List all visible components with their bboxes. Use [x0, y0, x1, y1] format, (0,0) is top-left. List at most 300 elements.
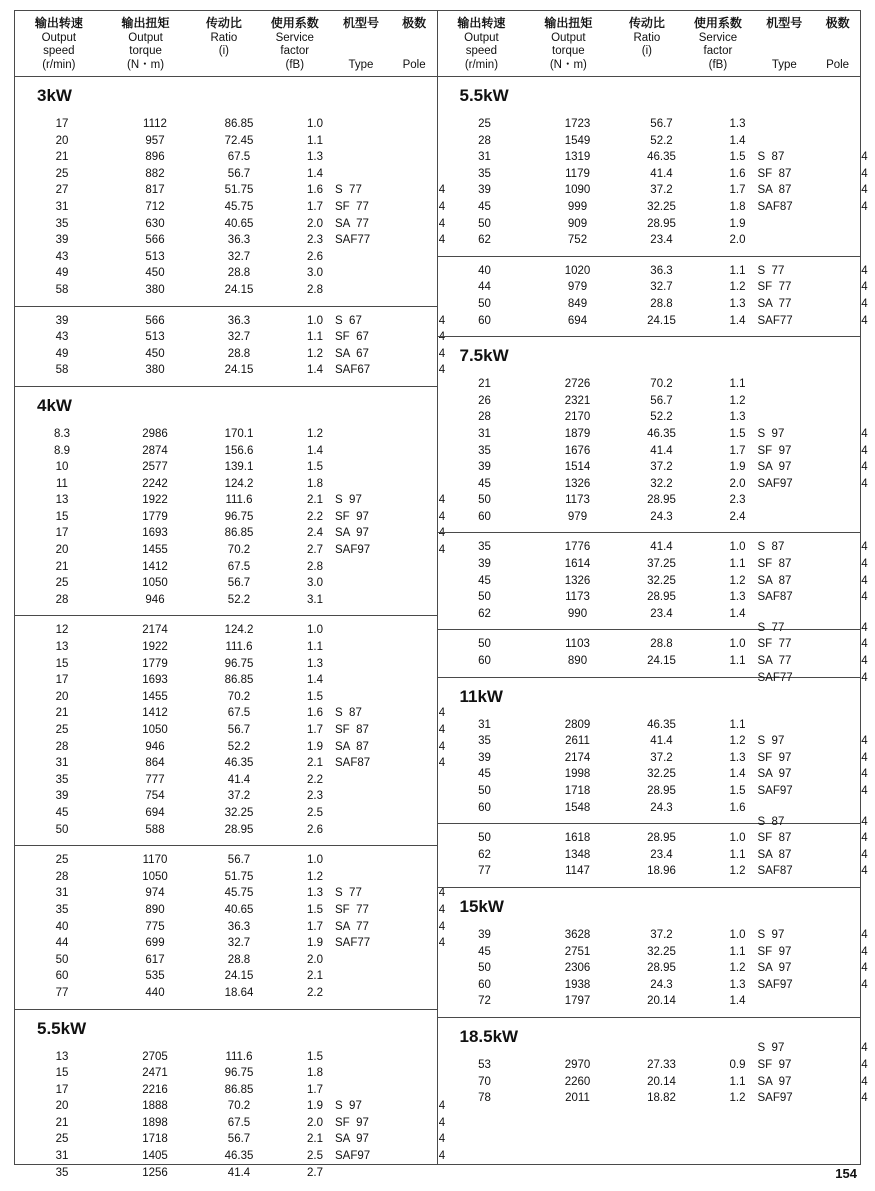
type-pole-line — [321, 902, 491, 919]
cell-2: 45.75 — [224, 200, 254, 213]
table-row — [15, 459, 437, 476]
type-pole-line — [744, 1074, 875, 1091]
cell-1: 2751 — [564, 945, 591, 958]
spec-band — [438, 621, 868, 684]
cell-1: 2306 — [564, 962, 591, 975]
table-header-left — [15, 11, 437, 77]
cell-2: 96.75 — [224, 1067, 254, 1080]
pole-value: 4 — [438, 887, 446, 900]
cell-3: 2.7 — [307, 544, 323, 557]
table-row — [438, 993, 861, 1010]
cell-1: 1326 — [564, 477, 591, 490]
pole-value: 4 — [861, 477, 868, 490]
cell-0: 28 — [55, 593, 69, 606]
cell-2: 111.6 — [225, 1050, 253, 1063]
cell-1: 1723 — [564, 118, 591, 130]
cell-2: 37.2 — [650, 751, 673, 764]
type-label: SAF97 — [335, 1150, 371, 1163]
cell-3: 1.1 — [307, 134, 323, 147]
cell-3: 2.1 — [307, 757, 323, 770]
type-label: SF 97 — [335, 510, 369, 523]
cell-0: 11 — [56, 477, 68, 490]
pole-value: 4 — [861, 962, 868, 975]
pole-value: 4 — [861, 574, 868, 587]
cell-3: 2.6 — [307, 250, 323, 263]
table-row — [15, 1082, 437, 1099]
cell-0: 45 — [55, 806, 69, 819]
type-pole-line — [744, 927, 875, 944]
header-en: Ratio — [633, 31, 661, 44]
cell-3: 1.7 — [729, 184, 746, 197]
pole-value: 4 — [861, 281, 868, 294]
header-cn: 极数 — [402, 16, 427, 30]
type-pole-line — [744, 960, 875, 977]
table-row — [15, 249, 437, 266]
header-en-spacer — [815, 32, 860, 46]
header-en: factor — [703, 45, 733, 57]
cell-2: 28.95 — [224, 823, 254, 836]
header-unit: (fB) — [708, 58, 728, 71]
table-row — [15, 575, 437, 592]
type-label: SF 97 — [757, 444, 792, 457]
spec-band — [15, 420, 446, 617]
cell-1: 2986 — [142, 427, 168, 440]
table-row — [15, 443, 437, 460]
cell-0: 21 — [55, 560, 69, 573]
cell-3: 1.1 — [729, 945, 746, 958]
cell-1: 775 — [145, 920, 165, 933]
pole-value: 4 — [438, 314, 446, 327]
cell-3: 1.1 — [729, 558, 746, 571]
cell-3: 3.0 — [307, 267, 323, 280]
cell-0: 12 — [55, 624, 69, 637]
cell-0: 45 — [478, 477, 491, 490]
type-label: SA 77 — [335, 920, 369, 933]
pole-value: 4 — [861, 1058, 868, 1071]
cell-3: 1.5 — [307, 461, 323, 474]
cell-1: 1888 — [142, 1100, 168, 1113]
cell-0: 77 — [478, 865, 491, 878]
cell-0: 8.3 — [54, 427, 70, 440]
cell-0: 31 — [478, 718, 491, 731]
table-row — [438, 116, 861, 133]
cell-3: 2.3 — [307, 790, 323, 803]
cell-0: 28 — [478, 134, 491, 147]
cell-2: 56.7 — [650, 118, 673, 130]
cell-1: 450 — [145, 267, 165, 280]
cell-1: 513 — [145, 250, 165, 263]
cell-3: 2.0 — [729, 234, 746, 247]
spec-rows — [438, 717, 868, 817]
cell-1: 777 — [145, 773, 165, 786]
cell-1: 2174 — [564, 751, 591, 764]
cell-3: 1.9 — [729, 461, 746, 474]
cell-3: 2.4 — [307, 527, 323, 540]
table-row — [438, 216, 861, 233]
cell-3: 0.9 — [729, 1058, 746, 1071]
cell-1: 566 — [145, 234, 165, 247]
spec-band — [15, 307, 446, 387]
type-label: S 77 — [335, 184, 362, 197]
cell-0: 15 — [55, 657, 69, 670]
cell-1: 754 — [145, 790, 165, 803]
cell-3: 1.3 — [307, 887, 323, 900]
type-label: SA 97 — [757, 768, 792, 781]
spec-table-page — [14, 10, 868, 1179]
cell-0: 39 — [478, 558, 491, 571]
cell-2: 28.95 — [647, 494, 676, 507]
cell-1: 2242 — [142, 477, 168, 490]
type-label: S 77 — [335, 887, 362, 900]
header-unit: (i) — [641, 45, 652, 57]
pole-value: 4 — [438, 217, 446, 230]
cell-2: 51.75 — [224, 870, 254, 883]
header-en-spacer — [392, 32, 437, 46]
cell-3: 1.4 — [307, 364, 323, 377]
header-cn: 使用系数 — [270, 16, 319, 30]
cell-1: 1718 — [564, 785, 591, 797]
type-label: SAF97 — [757, 477, 793, 490]
pole-value: 4 — [438, 527, 446, 540]
cell-2: 28.95 — [647, 217, 676, 230]
type-pole-line — [744, 733, 875, 750]
header-unit: (i) — [218, 45, 229, 57]
spec-band — [438, 370, 868, 533]
header-cell-l-5 — [392, 17, 437, 72]
cell-2: 32.25 — [647, 768, 676, 781]
spec-rows — [438, 539, 868, 622]
type-pole-line — [744, 670, 875, 687]
cell-1: 440 — [145, 986, 165, 999]
header-en: Output — [128, 31, 163, 44]
cell-3: 1.9 — [307, 937, 323, 950]
cell-2: 56.7 — [227, 1133, 251, 1146]
cell-0: 50 — [478, 638, 491, 651]
cell-2: 18.82 — [647, 1092, 676, 1105]
page-number: 154 — [835, 1166, 857, 1181]
type-pole-line — [744, 459, 875, 476]
cell-0: 25 — [55, 854, 69, 867]
right-column — [438, 11, 868, 1164]
pole-value: 4 — [861, 848, 868, 861]
cell-2: 96.75 — [224, 510, 254, 523]
cell-3: 1.2 — [307, 427, 323, 440]
cell-1: 1173 — [565, 494, 590, 507]
cell-3: 2.7 — [307, 1166, 323, 1179]
header-en-spacer — [753, 45, 815, 59]
type-label: SAF97 — [757, 1092, 793, 1105]
type-pole-line — [744, 1040, 875, 1057]
cell-1: 1256 — [142, 1166, 168, 1179]
type-label: S 67 — [335, 314, 362, 327]
table-row — [15, 559, 437, 576]
table-row — [15, 1049, 437, 1066]
cell-1: 2174 — [142, 624, 168, 637]
cell-3: 1.3 — [307, 657, 323, 670]
cell-0: 78 — [478, 1092, 491, 1105]
cell-0: 50 — [55, 823, 69, 836]
cell-2: 52.2 — [650, 134, 673, 147]
type-label: SF 77 — [335, 903, 369, 916]
spec-rows — [15, 1049, 446, 1182]
left-column — [15, 11, 446, 1179]
cell-0: 10 — [55, 461, 69, 474]
cell-0: 62 — [478, 848, 491, 861]
cell-3: 2.0 — [307, 953, 323, 966]
header-cn: 输出扭矩 — [121, 16, 170, 30]
cell-2: 41.4 — [650, 444, 673, 457]
cell-3: 1.5 — [307, 1050, 323, 1063]
cell-3: 2.2 — [307, 510, 323, 523]
cell-0: 39 — [55, 790, 69, 803]
pole-value: 4 — [861, 591, 868, 604]
cell-2: 51.75 — [224, 184, 254, 197]
cell-0: 43 — [55, 331, 69, 344]
cell-3: 1.3 — [729, 978, 746, 991]
cell-2: 24.3 — [650, 510, 673, 523]
type-pole-line — [744, 766, 875, 783]
pole-value: 4 — [438, 937, 446, 950]
type-pole-group — [744, 263, 875, 329]
type-label: SA 97 — [757, 1075, 792, 1088]
cell-0: 28 — [55, 870, 69, 883]
type-pole-group — [744, 927, 875, 993]
type-label: S 77 — [757, 264, 785, 277]
cell-2: 52.2 — [227, 593, 251, 606]
cell-2: 86.85 — [224, 1083, 254, 1096]
cell-1: 990 — [567, 607, 588, 620]
cell-0: 21 — [55, 707, 69, 720]
cell-1: 890 — [145, 903, 165, 916]
type-label: SA 87 — [757, 184, 792, 197]
cell-1: 882 — [145, 167, 165, 180]
cell-0: 53 — [478, 1058, 491, 1071]
cell-3: 1.2 — [307, 347, 323, 360]
cell-1: 849 — [567, 297, 588, 310]
header-en-spacer — [330, 32, 392, 46]
cell-1: 1050 — [142, 577, 168, 590]
cell-2: 32.7 — [227, 250, 251, 263]
type-pole-line — [321, 346, 491, 363]
cell-0: 39 — [478, 751, 491, 764]
cell-2: 70.2 — [227, 544, 251, 557]
pole-value: 4 — [438, 1150, 446, 1163]
cell-2: 67.5 — [227, 151, 251, 164]
type-label: S 97 — [757, 427, 785, 440]
pole-value: 4 — [438, 920, 446, 933]
table-row — [15, 968, 437, 985]
cell-0: 13 — [55, 1050, 69, 1063]
power-heading: 11kW — [459, 686, 503, 706]
cell-1: 566 — [145, 314, 165, 327]
type-label: SAF87 — [757, 591, 793, 604]
cell-1: 1938 — [564, 978, 591, 991]
cell-3: 1.5 — [729, 785, 746, 797]
table-row — [438, 133, 861, 150]
type-label: S 87 — [757, 815, 785, 828]
type-label: SA 77 — [757, 655, 792, 668]
cell-3: 1.4 — [729, 607, 746, 620]
cell-3: 2.5 — [307, 1150, 323, 1163]
type-pole-line — [744, 830, 875, 847]
spec-band — [438, 815, 868, 888]
type-label: SA 77 — [757, 297, 792, 310]
cell-2: 52.2 — [650, 411, 673, 424]
pole-value: 4 — [861, 735, 868, 748]
pole-value: 4 — [861, 297, 868, 310]
spec-rows — [15, 852, 446, 1001]
cell-1: 752 — [567, 234, 588, 247]
cell-1: 1326 — [564, 574, 591, 587]
header-en: speed — [465, 45, 498, 57]
type-pole-line — [744, 296, 875, 313]
pole-value: 4 — [861, 427, 868, 440]
cell-1: 1548 — [564, 801, 591, 814]
table-row — [438, 376, 861, 393]
cell-1: 1090 — [564, 184, 591, 197]
cell-3: 1.0 — [729, 928, 746, 941]
pole-value: 4 — [861, 1042, 868, 1055]
type-label: SAF77 — [757, 314, 793, 327]
table-row — [15, 689, 437, 706]
cell-0: 50 — [55, 953, 69, 966]
cell-1: 1112 — [143, 118, 167, 130]
pole-value: 4 — [861, 638, 868, 651]
cell-1: 1693 — [142, 674, 168, 687]
type-label: SA 97 — [335, 527, 369, 540]
spec-rows — [438, 263, 868, 329]
cell-2: 36.3 — [227, 234, 251, 247]
header-en: torque — [552, 45, 585, 57]
cell-1: 2321 — [564, 394, 591, 407]
cell-2: 37.2 — [650, 184, 673, 197]
pole-value: 4 — [438, 903, 446, 916]
type-label: SF 97 — [757, 1058, 792, 1071]
type-label: SF 77 — [757, 281, 792, 294]
cell-1: 999 — [567, 200, 588, 213]
cell-3: 2.8 — [307, 560, 323, 573]
cell-2: 24.15 — [224, 283, 254, 296]
type-pole-group — [744, 1040, 875, 1106]
cell-3: 1.0 — [729, 638, 746, 651]
cell-0: 44 — [55, 937, 69, 950]
pole-value: 4 — [438, 364, 446, 377]
spec-rows — [15, 116, 446, 299]
cell-3: 1.4 — [729, 768, 746, 781]
cell-0: 20 — [55, 544, 69, 557]
table-row — [438, 232, 861, 249]
cell-3: 2.2 — [307, 986, 323, 999]
pole-value: 4 — [438, 200, 446, 213]
cell-1: 2874 — [142, 444, 168, 457]
cell-3: 1.4 — [729, 995, 746, 1008]
cell-3: 1.2 — [729, 962, 746, 975]
table-row — [15, 166, 437, 183]
cell-1: 1718 — [142, 1133, 168, 1146]
cell-0: 15 — [55, 510, 69, 523]
type-label: SA 87 — [757, 574, 792, 587]
spec-band — [15, 110, 446, 307]
type-label: SAF97 — [757, 785, 793, 797]
cell-3: 1.1 — [729, 718, 746, 731]
header-en: Output — [551, 31, 586, 44]
spec-rows — [15, 426, 446, 609]
type-label: SF 87 — [757, 832, 792, 845]
cell-3: 1.2 — [729, 394, 746, 407]
cell-0: 39 — [478, 461, 491, 474]
cell-1: 1319 — [564, 151, 591, 164]
cell-1: 957 — [145, 134, 165, 147]
cell-1: 1879 — [564, 427, 591, 440]
pole-value: 4 — [861, 184, 868, 197]
cell-1: 1412 — [142, 560, 168, 573]
cell-2: 111.6 — [225, 494, 253, 507]
table-row — [15, 116, 437, 133]
cell-1: 2260 — [564, 1075, 591, 1088]
type-pole-group — [744, 426, 875, 492]
cell-0: 45 — [478, 574, 491, 587]
type-pole-line — [744, 814, 875, 831]
cell-0: 77 — [55, 986, 69, 999]
pole-value: 4 — [438, 494, 446, 507]
cell-0: 35 — [55, 1166, 69, 1179]
spec-rows — [438, 815, 868, 880]
pole-value: 4 — [438, 331, 446, 344]
cell-3: 1.5 — [729, 427, 746, 440]
type-pole-line — [744, 443, 875, 460]
cell-2: 23.4 — [650, 848, 673, 861]
cell-1: 450 — [145, 347, 165, 360]
pole-value: 4 — [861, 264, 868, 277]
cell-1: 1676 — [564, 444, 591, 457]
type-pole-line — [744, 263, 875, 280]
cell-3: 1.4 — [307, 167, 323, 180]
cell-0: 40 — [478, 264, 491, 277]
cell-0: 31 — [55, 757, 69, 770]
type-label: SF 87 — [757, 167, 792, 180]
pole-value: 4 — [438, 707, 446, 720]
cell-3: 2.0 — [729, 477, 746, 490]
cell-0: 70 — [478, 1075, 491, 1088]
cell-0: 49 — [55, 347, 69, 360]
header-en: Output — [41, 31, 77, 44]
type-label: S 97 — [757, 1042, 785, 1055]
header-cell-l-2 — [188, 17, 259, 72]
type-pole-group — [744, 620, 875, 686]
cell-3: 1.2 — [307, 870, 323, 883]
type-pole-line — [744, 750, 875, 767]
type-pole-line — [744, 182, 875, 199]
cell-1: 1050 — [142, 870, 168, 883]
cell-0: 35 — [55, 773, 69, 786]
header-cell-r-2 — [611, 17, 682, 72]
cell-0: 43 — [55, 250, 69, 263]
cell-1: 2216 — [142, 1083, 168, 1096]
cell-0: 31 — [55, 887, 69, 900]
type-label: S 97 — [757, 735, 785, 748]
cell-3: 1.6 — [307, 707, 323, 720]
cell-1: 2726 — [564, 378, 591, 391]
header-unit: Pole — [826, 58, 850, 71]
header-cell-r-5 — [815, 17, 860, 72]
table-row — [15, 265, 437, 282]
cell-1: 1103 — [565, 638, 590, 651]
cell-3: 1.6 — [729, 167, 746, 180]
cell-3: 2.0 — [307, 1116, 323, 1129]
spec-band — [15, 1043, 446, 1189]
cell-2: 18.96 — [647, 865, 676, 878]
cell-0: 60 — [478, 655, 491, 668]
